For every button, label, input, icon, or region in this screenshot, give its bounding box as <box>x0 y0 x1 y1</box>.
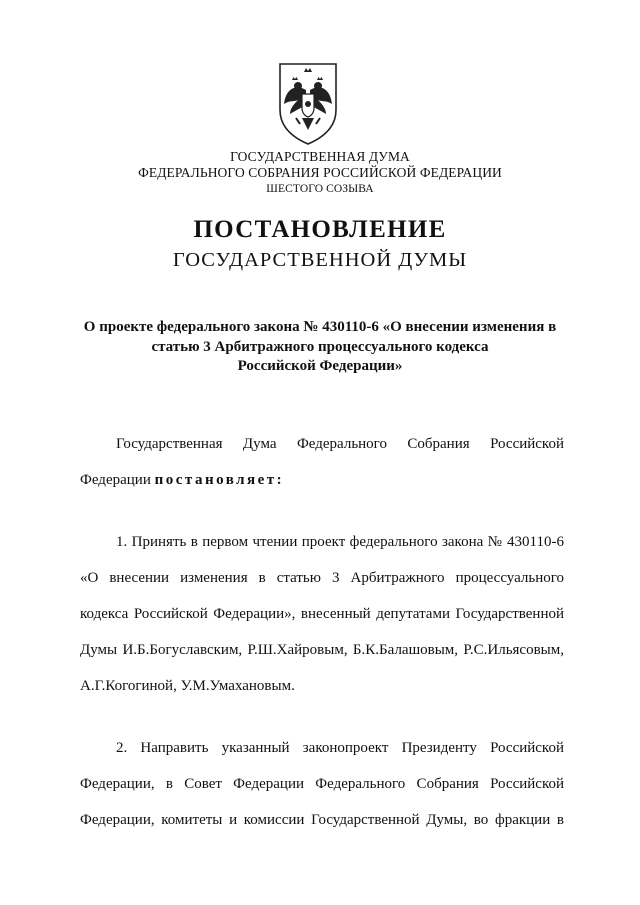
paragraph-line <box>80 426 564 462</box>
paragraph-line: Федерации, в Совет Федерации Федерального Собрания Российской <box>80 776 564 792</box>
preamble-paragraph <box>80 426 564 498</box>
preamble-text: Государственная Дума Федерального Собрания Российской <box>116 436 564 452</box>
preamble-text: Федерации <box>80 472 151 488</box>
document-subtitle: ГОСУДАРСТВЕННОЙ ДУМЫ <box>172 249 468 271</box>
document-title: ПОСТАНОВЛЕНИЕ <box>193 216 447 243</box>
org-name-line2: ФЕДЕРАЛЬНОГО СОБРАНИЯ РОССИЙСКОЙ ФЕДЕРАЦИИ <box>138 165 502 180</box>
document-subject <box>60 318 580 377</box>
item-2-paragraph <box>80 730 564 838</box>
paragraph-line <box>80 462 564 498</box>
document-body <box>80 426 564 838</box>
paragraph-line: А.Г.Когогиной, У.М.Умахановым. <box>80 678 295 694</box>
resolves-keyword: постановляет: <box>154 472 285 488</box>
paragraph-line: Думы И.Б.Богуславским, Р.Ш.Хайровым, Б.К.Балашовым, Р.С.Ильясовым, <box>80 642 564 658</box>
convocation-line: ШЕСТОГО СОЗЫВА <box>266 183 374 195</box>
item-1-paragraph <box>80 524 564 704</box>
subject-line: О проекте федерального закона № 430110-6 «О внесении изменения в <box>83 319 557 335</box>
subject-line: статью 3 Арбитражного процессуального кодекса <box>151 338 489 355</box>
subject-line: Российской Федерации» <box>237 358 403 374</box>
item-text: 1. Принять в первом чтении проект федерального закона № 430110-6 <box>116 534 564 550</box>
paragraph-line <box>80 524 564 560</box>
coat-of-arms-icon <box>276 60 340 146</box>
org-name-line1: ГОСУДАРСТВЕННАЯ ДУМА <box>230 149 410 164</box>
paragraph-line: кодекса Российской Федерации», внесенный депутатами Государственной <box>80 606 564 622</box>
paragraph-line: «О внесении изменения в статью 3 Арбитражного процессуального <box>80 570 564 586</box>
item-text: 2. Направить указанный законопроект Президенту Российской <box>116 740 564 756</box>
paragraph-line <box>80 730 564 766</box>
paragraph-line: Федерации, комитеты и комиссии Государственной Думы, во фракции в <box>80 812 564 828</box>
